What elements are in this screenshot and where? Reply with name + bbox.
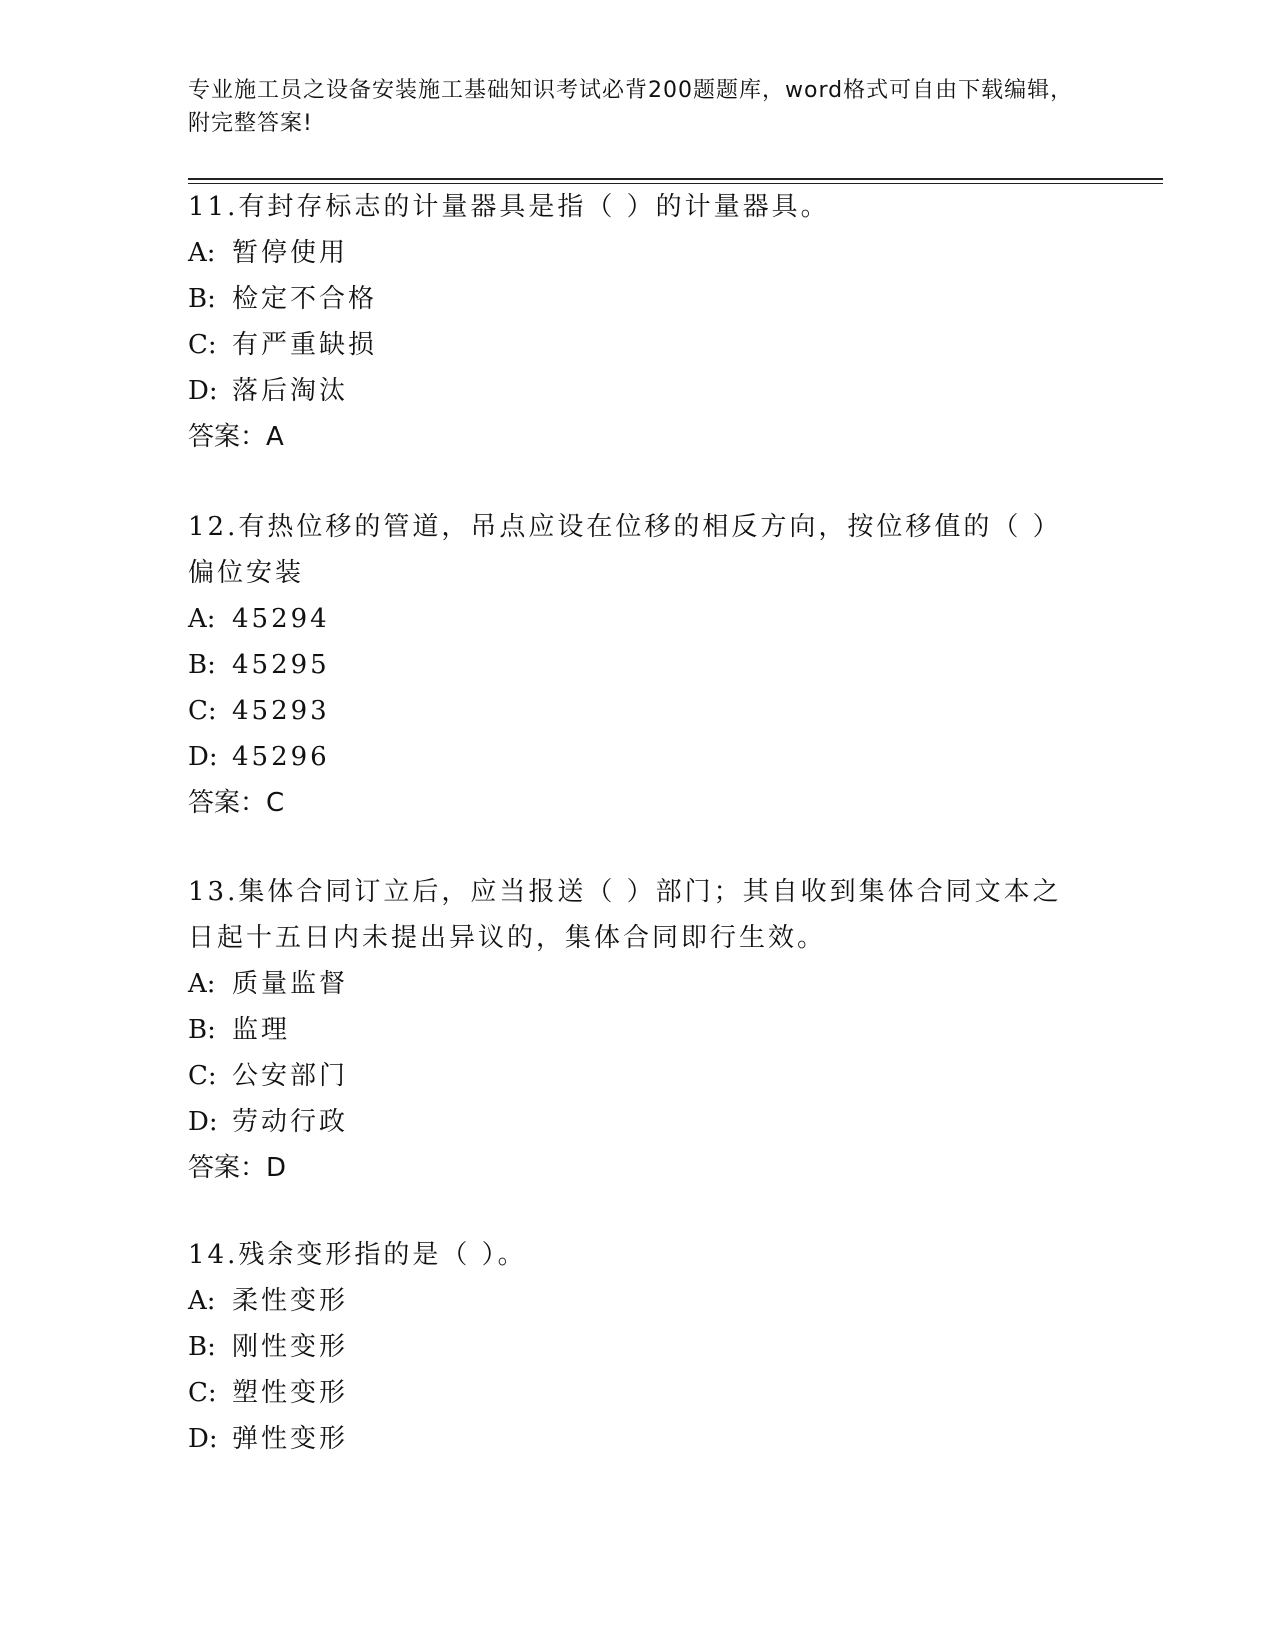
header-divider	[188, 178, 1163, 180]
option-text: 45293	[232, 696, 330, 726]
question-stem: 13.集体合同订立后，应当报送（ ）部门；其自收到集体合同文本之日起十五日内未提出异议的，集体合同即行生效。	[188, 877, 1062, 953]
option-text: 柔性变形	[232, 1286, 349, 1316]
option-b	[188, 1007, 1088, 1053]
option-key: B:	[188, 284, 216, 314]
option-text: 质量监督	[232, 969, 349, 999]
option-text: 落后淘汰	[232, 376, 349, 406]
question-stem: 11.有封存标志的计量器具是指（ ）的计量器具。	[188, 192, 830, 222]
option-text: 有严重缺损	[232, 330, 378, 360]
option-key: B:	[188, 650, 216, 680]
option-text: 公安部门	[232, 1061, 349, 1091]
option-a	[188, 1278, 1088, 1324]
question-stem: 12.有热位移的管道，吊点应设在位移的相反方向，按位移值的（ ）偏位安装	[188, 512, 1062, 588]
option-key: A:	[188, 604, 216, 634]
option-key: C:	[188, 330, 217, 360]
question-14	[188, 1232, 1088, 1462]
option-d	[188, 1416, 1088, 1462]
answer: 答案：A	[188, 422, 284, 452]
question-stem: 14.残余变形指的是（ ）。	[188, 1240, 527, 1270]
option-c	[188, 1370, 1088, 1416]
option-d	[188, 1099, 1088, 1145]
option-b	[188, 642, 1088, 688]
option-b	[188, 276, 1088, 322]
option-text: 刚性变形	[232, 1332, 349, 1362]
option-text: 45296	[232, 742, 330, 772]
option-text: 弹性变形	[232, 1424, 349, 1454]
option-text: 塑性变形	[232, 1378, 349, 1408]
option-key: B:	[188, 1015, 216, 1045]
answer: 答案：D	[188, 1153, 287, 1183]
question-13	[188, 869, 1088, 1191]
option-key: D:	[188, 1424, 218, 1454]
question-11	[188, 184, 1088, 460]
option-key: A:	[188, 969, 216, 999]
option-text: 监理	[232, 1015, 291, 1045]
option-d	[188, 734, 1088, 780]
option-c	[188, 322, 1088, 368]
option-c	[188, 688, 1088, 734]
option-a	[188, 961, 1088, 1007]
option-key: C:	[188, 1061, 217, 1091]
option-key: A:	[188, 1286, 216, 1316]
option-d	[188, 368, 1088, 414]
option-text: 暂停使用	[232, 238, 349, 268]
option-key: C:	[188, 696, 217, 726]
option-key: A:	[188, 238, 216, 268]
option-text: 检定不合格	[232, 284, 378, 314]
option-key: B:	[188, 1332, 216, 1362]
document-title: 专业施工员之设备安装施工基础知识考试必背200题题库，word格式可自由下载编辑，附完整答案!	[188, 78, 1074, 136]
option-c	[188, 1053, 1088, 1099]
question-12	[188, 504, 1088, 826]
option-key: C:	[188, 1378, 217, 1408]
option-text: 45295	[232, 650, 330, 680]
option-b	[188, 1324, 1088, 1370]
option-key: D:	[188, 1107, 218, 1137]
option-text: 劳动行政	[232, 1107, 349, 1137]
option-a	[188, 596, 1088, 642]
option-key: D:	[188, 376, 218, 406]
option-a	[188, 230, 1088, 276]
option-text: 45294	[232, 604, 330, 634]
answer: 答案：C	[188, 788, 285, 818]
option-key: D:	[188, 742, 218, 772]
